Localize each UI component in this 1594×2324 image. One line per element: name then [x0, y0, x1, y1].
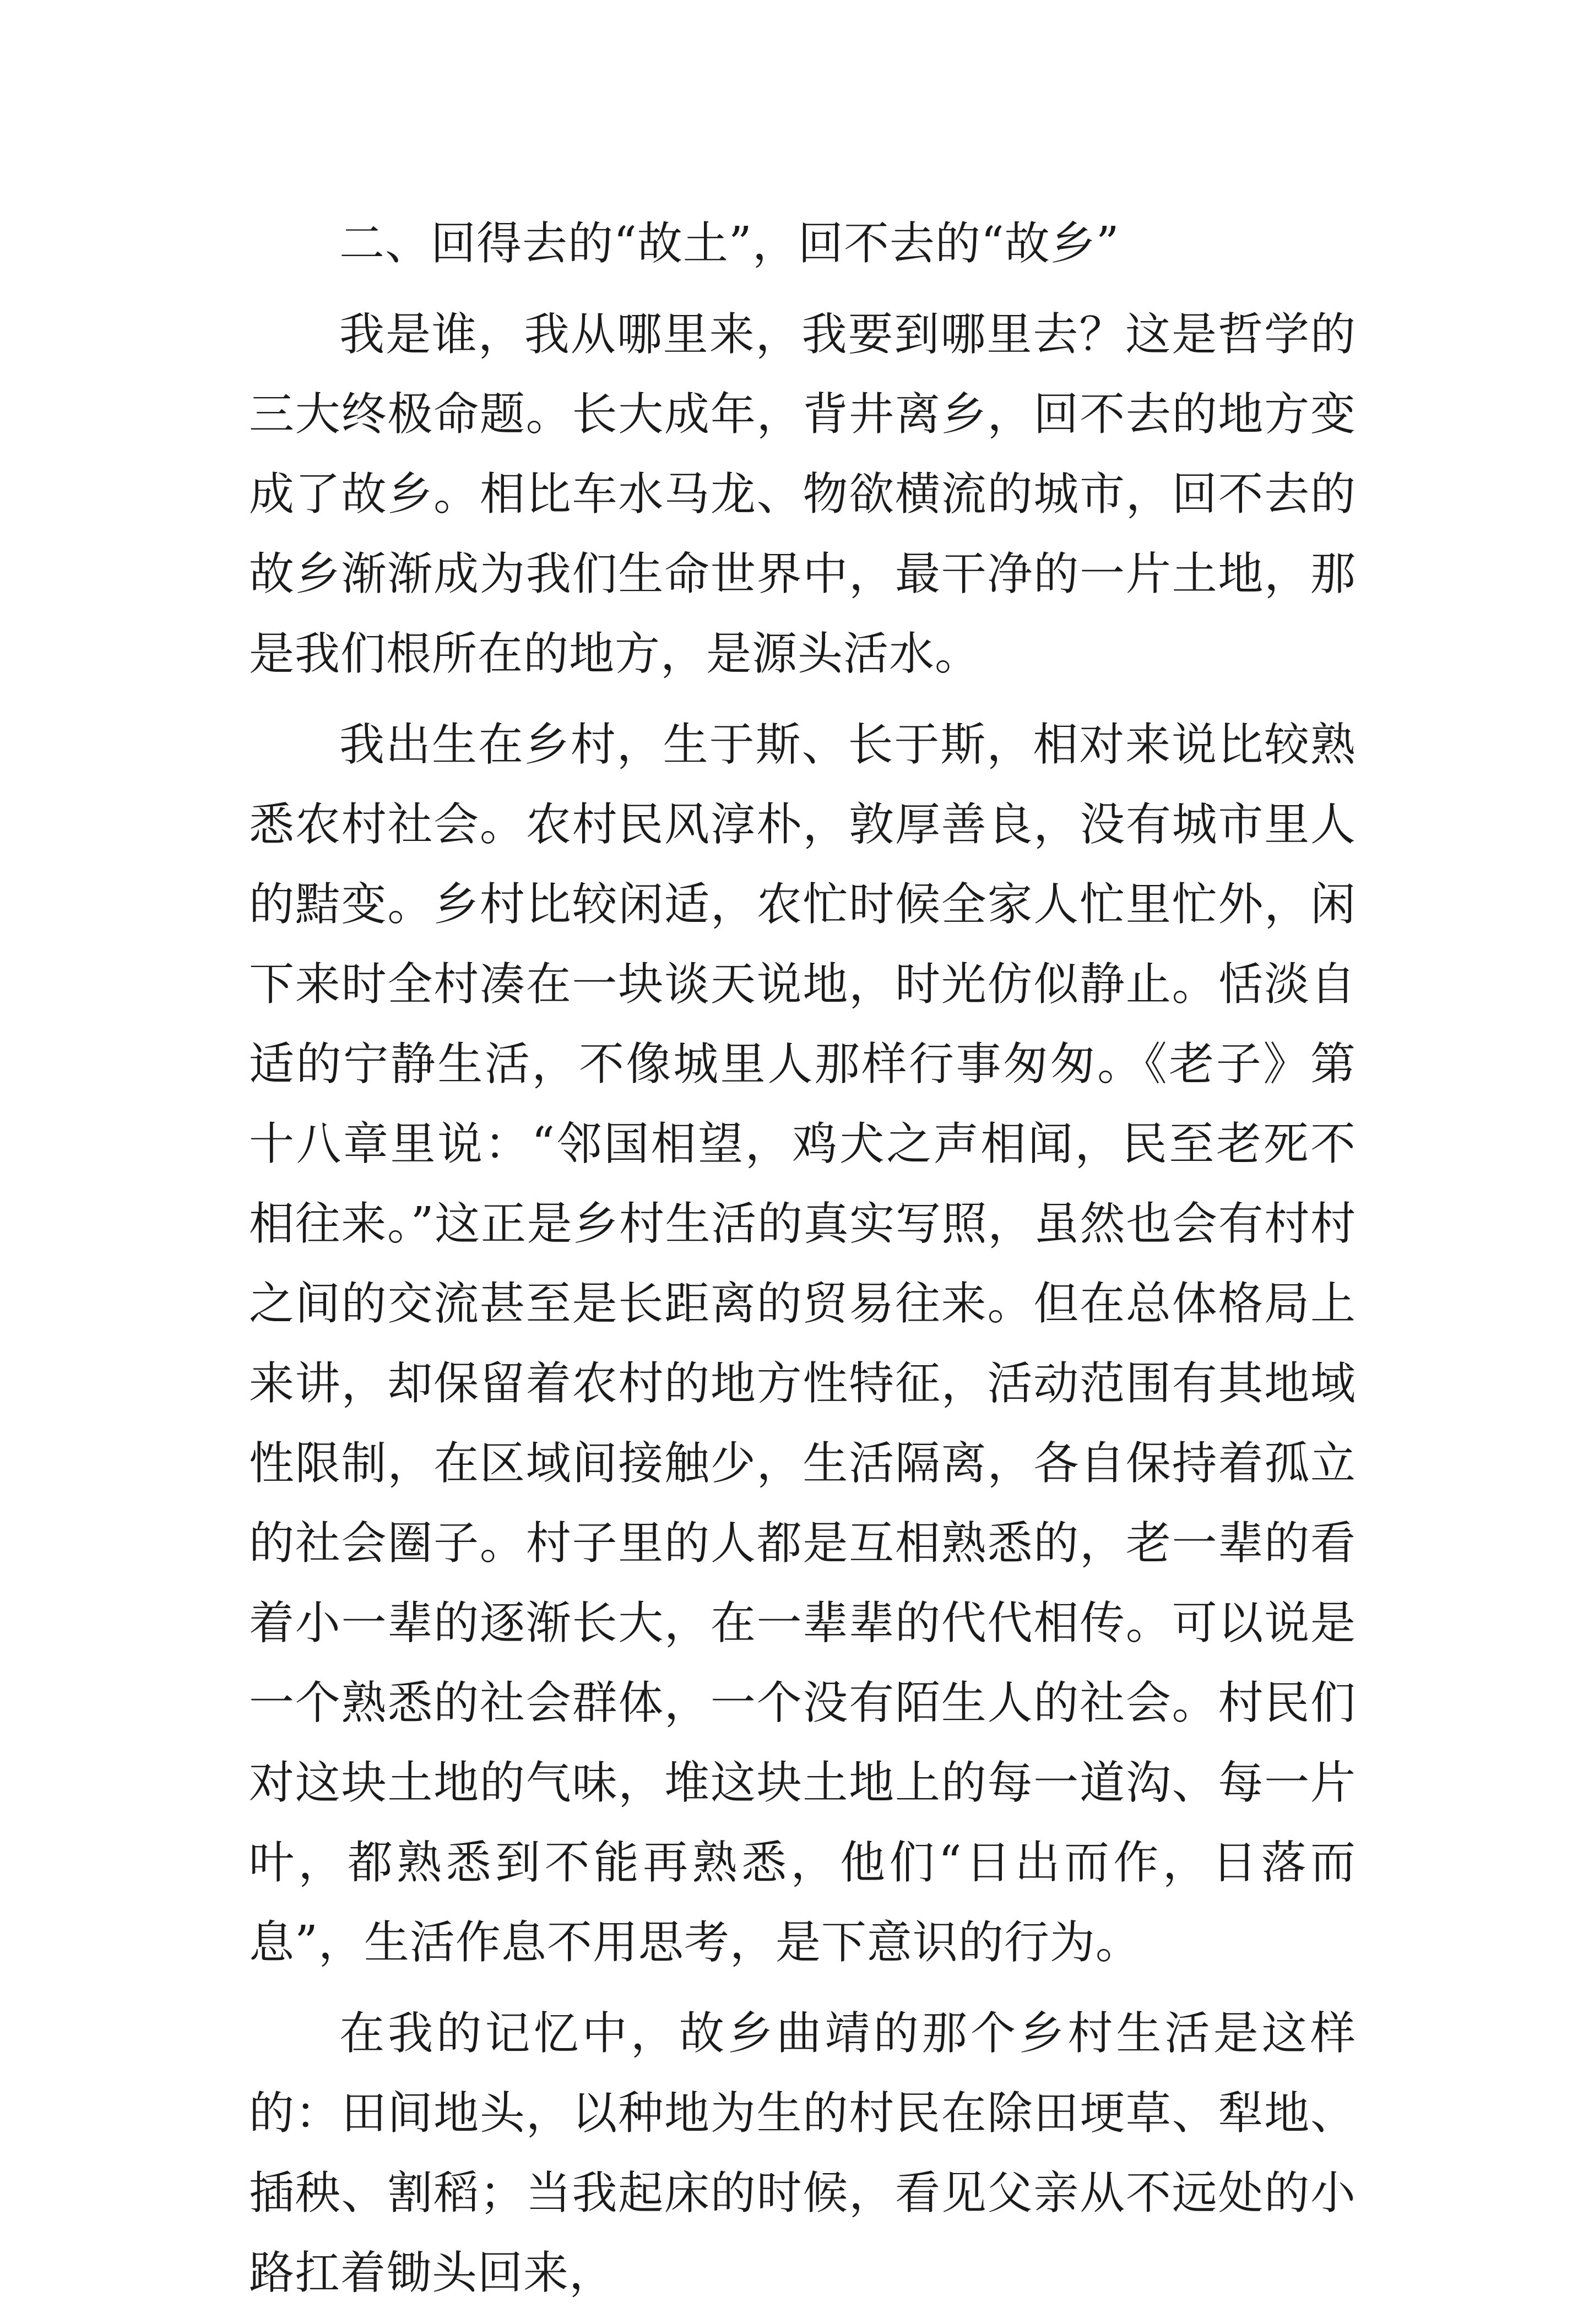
- paragraph-1: 我是谁，我从哪里来，我要到哪里去？这是哲学的三大终极命题。长大成年，背井离乡，回不去的地方变成了故乡。相比车水马龙、物欲横流的城市，回不去的故乡渐渐成为我们生命世界中，最干净的一片土地，那是我们根所在的地方，是源头活水。: [249, 308, 1356, 680]
- section-heading: 二、回得去的“故土”，回不去的“故乡”: [339, 218, 1120, 270]
- document-body: [249, 204, 1356, 2324]
- paragraph-3: 在我的记忆中，故乡曲靖的那个乡村生活是这样的：田间地头，以种地为生的村民在除田埂草、犁地、插秧、割稻；当我起床的时候，看见父亲从不远处的小路扛着锄头回来，: [249, 2007, 1356, 2299]
- paragraph-2: 我出生在乡村，生于斯、长于斯，相对来说比较熟悉农村社会。农村民风淳朴，敦厚善良，没有城市里人的黠变。乡村比较闲适，农忙时候全家人忙里忙外，闲下来时全村凑在一块谈天说地，时光仿似静止。恬淡自适的宁静生活，不像城里人那样行事匆匆。《老子》第十八章里说：“邻国相望，鸡犬之声相闻，民至老死不相往来。”这正是乡村生活的真实写照，虽然也会有村村之间的交流甚至是长距离的贸易往来。但在总体格局上来讲，却保留着农村的地方性特征，活动范围有其地域性限制，在区域间接触少，生活隔离，各自保持着孤立的社会圈子。村子里的人都是互相熟悉的，老一辈的看着小一辈的逐渐长大，在一辈辈的代代相传。可以说是一个熟悉的社会群体，一个没有陌生人的社会。村民们对这块土地的气味，堆这块土地上的每一道沟、每一片叶，都熟悉到不能再熟悉，他们“日出而作，日落而息”，生活作息不用思考，是下意识的行为。: [249, 719, 1356, 1969]
